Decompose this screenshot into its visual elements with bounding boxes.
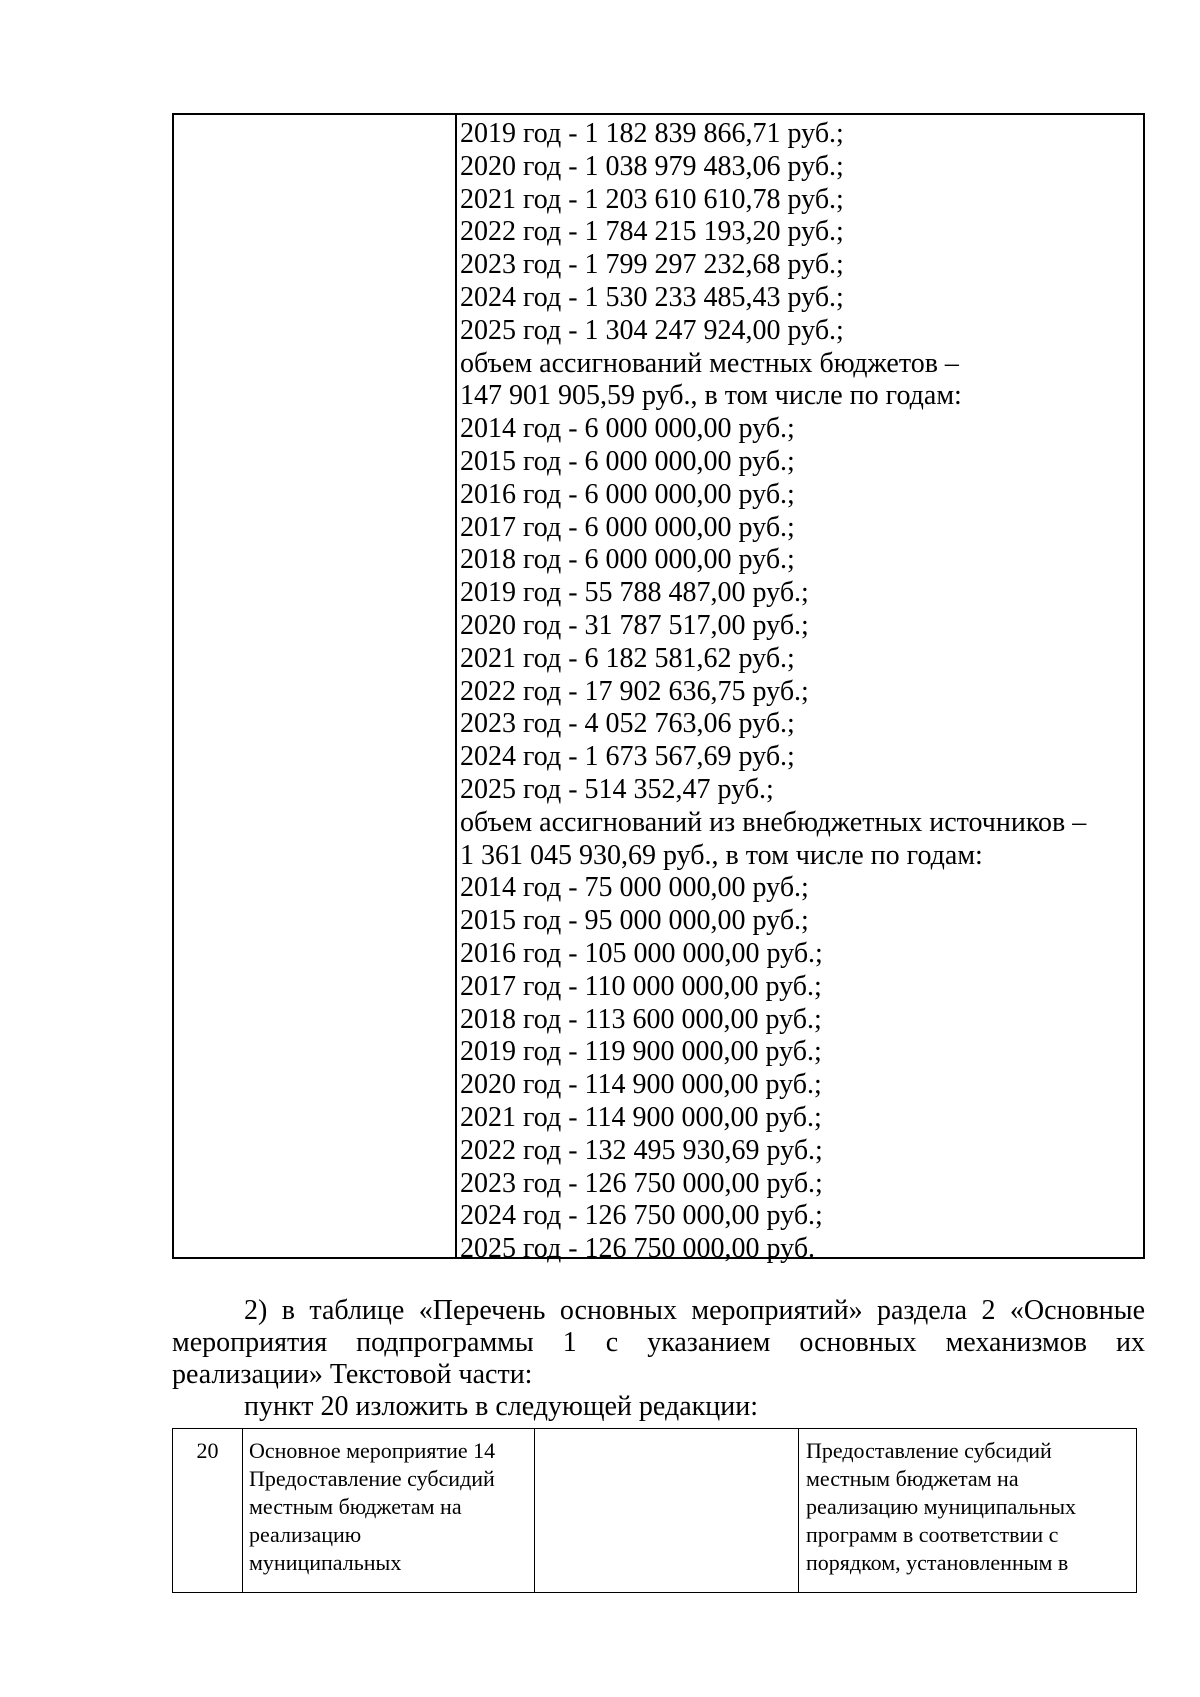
funding-line: 2024 год - 1 530 233 485,43 руб.; — [460, 281, 844, 313]
funding-line: 2021 год - 114 900 000,00 руб.; — [460, 1101, 822, 1133]
measures-table-number-cell: 20 — [173, 1429, 243, 1592]
funding-line: 2025 год - 1 304 247 924,00 руб.; — [460, 314, 844, 346]
amendment-paragraph-end: реализации» Текстовой части: — [172, 1359, 533, 1390]
amendment-paragraph-line-2: мероприятия подпрограммы 1 с указанием основных механизмов их — [172, 1327, 1145, 1358]
amendment-paragraph-line-1: 2) в таблице «Перечень основных мероприятий» раздела 2 «Основные — [244, 1295, 1145, 1326]
funding-line: 2025 год - 126 750 000,00 руб. — [460, 1233, 816, 1265]
funding-line: 2024 год - 1 673 567,69 руб.; — [460, 741, 795, 773]
funding-line: 2017 год - 110 000 000,00 руб.; — [460, 970, 822, 1002]
funding-line: 2022 год - 17 902 636,75 руб.; — [460, 675, 809, 707]
measure-name-line: местным бюджетам на — [249, 1494, 462, 1519]
funding-line: 2021 год - 6 182 581,62 руб.; — [460, 642, 795, 674]
funding-line: 2021 год - 1 203 610 610,78 руб.; — [460, 183, 844, 215]
funding-table-values-cell — [457, 115, 1143, 1265]
funding-line: 2015 год - 6 000 000,00 руб.; — [460, 445, 795, 477]
measure-mechanism-line: программ в соответствии с — [806, 1522, 1059, 1547]
funding-line: объем ассигнований местных бюджетов – — [460, 347, 959, 379]
measures-table — [172, 1428, 1137, 1593]
funding-line: 147 901 905,59 руб., в том числе по годам: — [460, 380, 962, 412]
measure-mechanism-line: местным бюджетам на — [806, 1466, 1019, 1491]
measure-name-line: Основное мероприятие 14 — [249, 1438, 496, 1463]
measure-name-line: Предоставление субсидий — [249, 1466, 495, 1491]
funding-line: 2018 год - 6 000 000,00 руб.; — [460, 544, 795, 576]
funding-line: 2019 год - 55 788 487,00 руб.; — [460, 577, 809, 609]
measure-mechanism-line: Предоставление субсидий — [806, 1438, 1052, 1463]
funding-line: 2022 год - 1 784 215 193,20 руб.; — [460, 216, 844, 248]
funding-line: 2016 год - 6 000 000,00 руб.; — [460, 478, 795, 510]
amendment-paragraph — [172, 1295, 1145, 1359]
measure-mechanism-line: порядком, установленным в — [806, 1550, 1069, 1575]
funding-table-label-cell — [174, 115, 457, 1257]
funding-line: 2018 год - 113 600 000,00 руб.; — [460, 1003, 822, 1035]
funding-line: 2024 год - 126 750 000,00 руб.; — [460, 1200, 823, 1232]
funding-line: 2014 год - 6 000 000,00 руб.; — [460, 413, 795, 445]
funding-line: 2020 год - 1 038 979 483,06 руб.; — [460, 150, 844, 182]
funding-line: 2020 год - 31 787 517,00 руб.; — [460, 609, 809, 641]
funding-line: 2019 год - 119 900 000,00 руб.; — [460, 1036, 822, 1068]
funding-line: 2014 год - 75 000 000,00 руб.; — [460, 872, 809, 904]
funding-line: 2017 год - 6 000 000,00 руб.; — [460, 511, 795, 543]
funding-line: 1 361 045 930,69 руб., в том числе по годам: — [460, 839, 983, 871]
measures-table-name-cell — [243, 1429, 535, 1592]
funding-line: 2020 год - 114 900 000,00 руб.; — [460, 1069, 822, 1101]
funding-table — [172, 113, 1145, 1265]
funding-line: 2015 год - 95 000 000,00 руб.; — [460, 905, 809, 937]
measures-table-mechanism-cell — [799, 1429, 1136, 1592]
funding-line: 2023 год - 1 799 297 232,68 руб.; — [460, 249, 844, 281]
funding-line: 2023 год - 126 750 000,00 руб.; — [460, 1167, 823, 1199]
funding-line: 2022 год - 132 495 930,69 руб.; — [460, 1134, 823, 1166]
funding-line: 2023 год - 4 052 763,06 руб.; — [460, 708, 795, 740]
funding-line: 2016 год - 105 000 000,00 руб.; — [460, 937, 823, 969]
measure-mechanism-line: реализацию муниципальных — [806, 1494, 1076, 1519]
funding-line: 2019 год - 1 182 839 866,71 руб.; — [460, 118, 844, 149]
measure-name-line: муниципальных — [249, 1550, 402, 1575]
funding-line: 2025 год - 514 352,47 руб.; — [460, 773, 774, 805]
measures-table-executor-cell — [535, 1429, 799, 1592]
funding-line: объем ассигнований из внебюджетных источников – — [460, 806, 1087, 838]
measure-name-line: реализацию — [249, 1522, 362, 1547]
amendment-instruction: пункт 20 изложить в следующей редакции: — [244, 1391, 758, 1422]
